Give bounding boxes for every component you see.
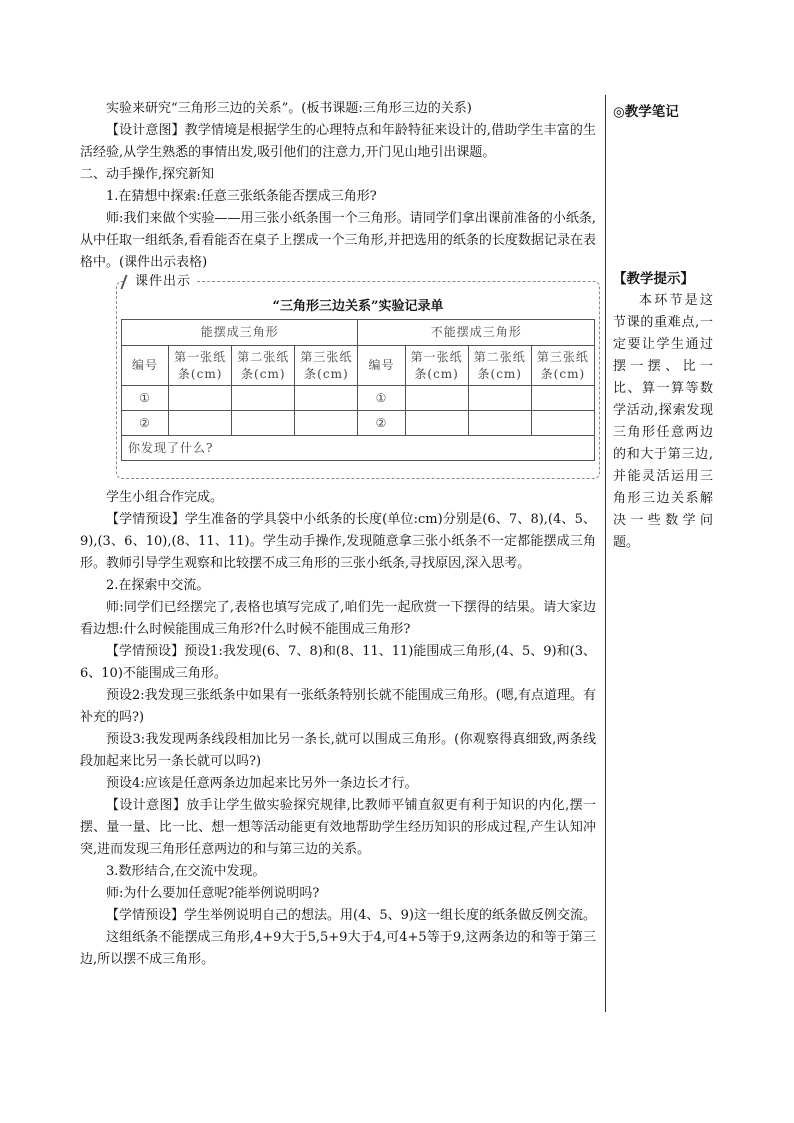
teacher-question-3: 师:为什么要加任意呢?能举例说明吗? — [106, 886, 320, 901]
column-header-strip-2: 第二张纸条(cm) — [468, 346, 531, 386]
design-intent-1: 【设计意图】教学情境是根据学生的心理特点和年龄特征来设计的,借助学生丰富的生活经验,从学生熟悉的事情出发,吸引他们的注意力,开门见山地引出课题。 — [80, 123, 596, 160]
table-cell — [232, 411, 295, 436]
row-number: ② — [122, 411, 169, 436]
row-number: ② — [358, 411, 405, 436]
record-sheet-title: “三角形三边关系”实验记录单 — [272, 299, 444, 314]
column-divider — [605, 95, 606, 1012]
teacher-question-2: 师:同学们已经摆完了,表格也填写完成了,咱们先一起欣赏一下摆得的结果。请大家边看边想:什么时候能围成三角形?什么时候不能围成三角形? — [80, 600, 596, 637]
column-header-strip-2: 第二张纸条(cm) — [232, 346, 295, 386]
teaching-tip-body: 本环节是这节课的重难点,一定要让学生通过摆一摆、比一比、算一算等数学活动,探索发现三角形任意两边的和大于第三边,并能灵活运用三角形三边关系解决一些数学问题。 — [613, 293, 713, 550]
teaching-tip — [613, 268, 713, 554]
table-cell — [295, 411, 358, 436]
preset-4-line: 预设4:应该是任意两条边加起来比另外一条边长才行。 — [106, 776, 418, 791]
column-header-strip-3: 第三张纸条(cm) — [295, 346, 358, 386]
design-intent-2: 【设计意图】放手让学生做实验探究规律,比教师平铺直叙更有利于知识的内化,摆一摆、量一量、比一比、想一想等活动能更有效地帮助学生经历知识的形成过程,产生认知冲突,进而发现三角形任意两边的和与第三边的关系。 — [80, 798, 596, 857]
discovery-question: 你发现了什么? — [122, 436, 595, 461]
teacher-instruction-1: 师:我们来做个实验——用三张小纸条围一个三角形。请同学们拿出课前准备的小纸条,从中任取一组纸条,看看能否在桌子上摆成一个三角形,并把选用的纸条的长度数据记录在表格中。(课件出示表格) — [80, 211, 596, 270]
column-header-strip-1: 第一张纸条(cm) — [405, 346, 468, 386]
column-header-number: 编号 — [122, 346, 169, 386]
main-column — [80, 98, 596, 971]
group-header-can: 能摆成三角形 — [122, 320, 358, 346]
column-header-strip-1: 第一张纸条(cm) — [169, 346, 232, 386]
step-3-heading: 3.数形结合,在交流中发现。 — [106, 864, 266, 879]
table-cell — [295, 386, 358, 411]
table-cell — [468, 386, 531, 411]
group-work-line: 学生小组合作完成。 — [106, 490, 224, 505]
teaching-tip-title: 【教学提示】 — [613, 271, 694, 287]
preset-2-line: 预设2:我发现三张纸条中如果有一张纸条特别长就不能围成三角形。(嗯,有点道理。有补充的吗?) — [80, 688, 596, 725]
paragraph-intro: 实验来研究“三角形三边的关系”。(板书课题:三角形三边的关系) — [106, 101, 472, 116]
preset-3-line: 预设3:我发现两条线段相加比另一条长,就可以围成三角形。(你观察得真细致,两条线段加起来比另一条长就可以吗?) — [80, 732, 596, 769]
table-cell — [405, 411, 468, 436]
table-cell — [169, 386, 232, 411]
learning-preset-3: 【学情预设】学生举例说明自己的想法。用(4、5、9)这一组长度的纸条做反例交流。 — [106, 908, 596, 923]
table-cell — [232, 386, 295, 411]
table-cell — [531, 411, 594, 436]
table-cell — [169, 411, 232, 436]
column-header-number: 编号 — [358, 346, 405, 386]
step-1-heading: 1.在猜想中探索:任意三张纸条能否摆成三角形? — [106, 189, 377, 204]
step-2-heading: 2.在探索中交流。 — [106, 578, 210, 593]
table-row — [122, 386, 595, 411]
courseware-tag: 课件出示 — [123, 273, 195, 291]
table-row — [122, 320, 595, 346]
conclusion-paragraph: 这组纸条不能摆成三角形,4+9大于5,5+9大于4,可4+5等于9,这两条边的和等于第三边,所以摆不成三角形。 — [80, 930, 596, 967]
table-row — [122, 411, 595, 436]
experiment-record-table — [121, 319, 595, 461]
row-number: ① — [358, 386, 405, 411]
table-row — [122, 436, 595, 461]
row-number: ① — [122, 386, 169, 411]
learning-preset-2: 【学情预设】预设1:我发现(6、7、8)和(8、11、11)能围成三角形,(4、5、9)和(3、6、10)不能围成三角形。 — [80, 644, 596, 681]
group-header-cannot: 不能摆成三角形 — [358, 320, 595, 346]
courseware-box — [116, 274, 600, 479]
learning-preset-1: 【学情预设】学生准备的学具袋中小纸条的长度(单位:cm)分别是(6、7、8),(4、5、9),(3、6、10),(8、11、11)。学生动手操作,发现随意拿三张小纸条不一定都能摆成三角形。教师引导学生观察和比较摆不成三角形的三张小纸条,寻找原因,深入思考。 — [80, 512, 596, 571]
table-cell — [405, 386, 468, 411]
table-cell — [531, 386, 594, 411]
column-header-strip-3: 第三张纸条(cm) — [531, 346, 594, 386]
teaching-notes-title: ◎教学笔记 — [613, 104, 679, 120]
section-heading: 二、动手操作,探究新知 — [80, 167, 215, 182]
table-cell — [468, 411, 531, 436]
table-row — [122, 346, 595, 386]
